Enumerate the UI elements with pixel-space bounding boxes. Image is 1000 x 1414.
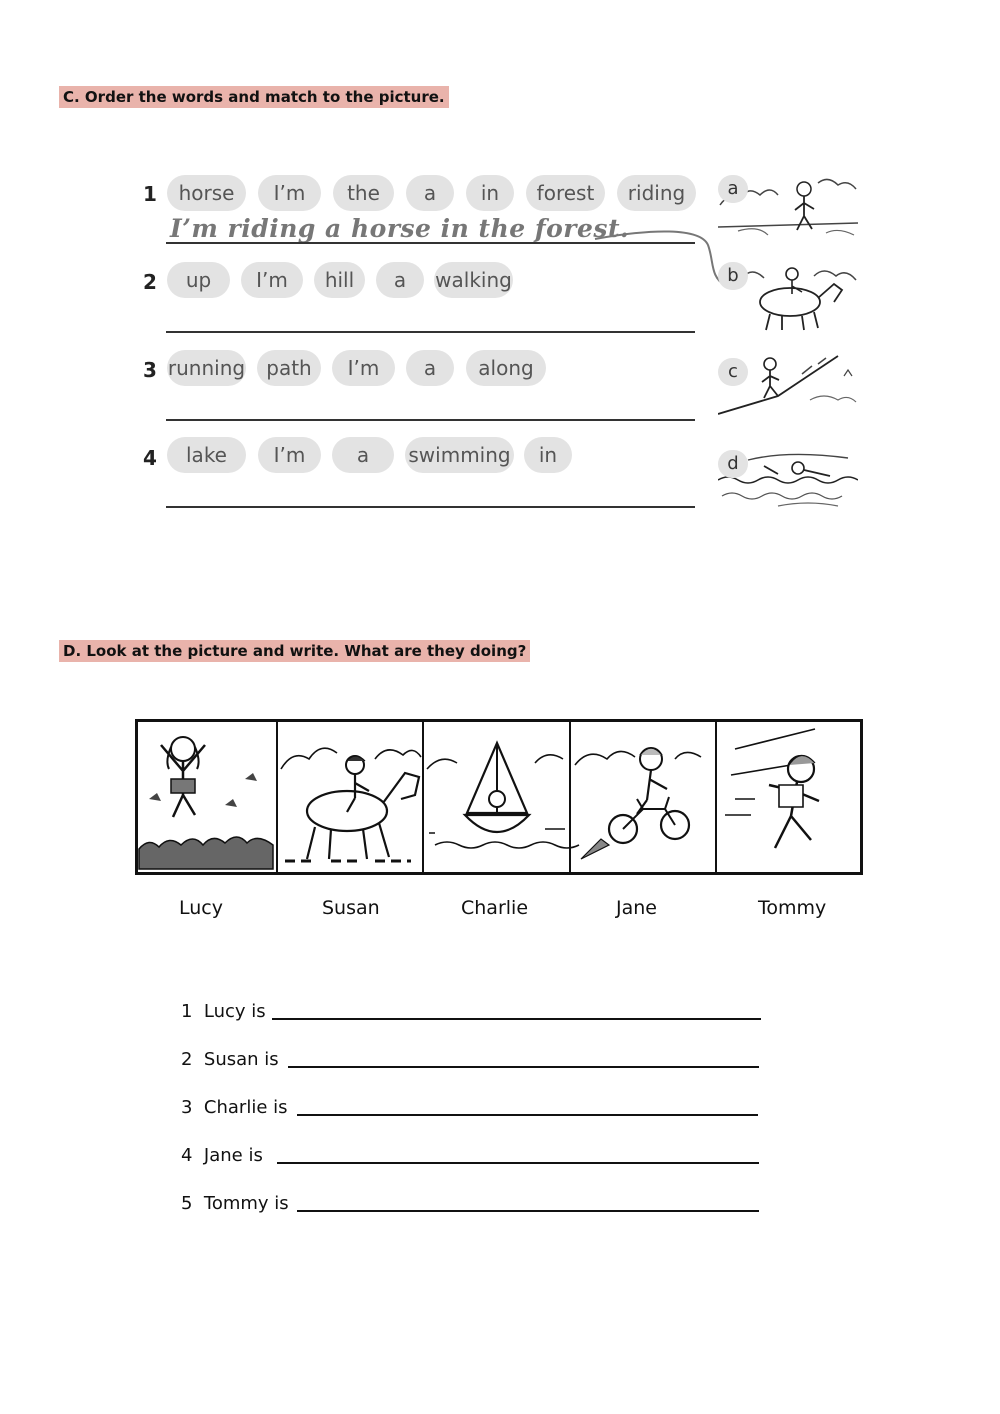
- word-chip[interactable]: a: [332, 437, 394, 473]
- picture-b[interactable]: [718, 262, 858, 332]
- write-line-2[interactable]: [288, 1066, 759, 1068]
- word-chip[interactable]: I’m: [258, 437, 321, 473]
- sentence-row-5: [181, 1193, 289, 1214]
- word-chip[interactable]: a: [406, 175, 454, 211]
- name-label-charlie: Charlie: [461, 897, 529, 919]
- sentence-number: 5: [181, 1193, 193, 1214]
- word-chip[interactable]: I’m: [258, 175, 321, 211]
- sentence-row-1: [181, 1001, 266, 1022]
- example-answer: I’m riding a horse in the forest.: [170, 214, 630, 243]
- word-chip[interactable]: up: [167, 262, 230, 298]
- picture-letter: c: [718, 358, 748, 386]
- word-chip[interactable]: a: [406, 350, 454, 386]
- sentence-start: Tommy is: [203, 1193, 289, 1214]
- word-chip[interactable]: horse: [167, 175, 246, 211]
- word-chip[interactable]: in: [524, 437, 572, 473]
- word-chip[interactable]: walking: [434, 262, 513, 298]
- picture-letter: b: [718, 262, 748, 290]
- picture-c[interactable]: [718, 350, 858, 420]
- write-line-4[interactable]: [277, 1162, 759, 1164]
- picture-d[interactable]: [718, 440, 858, 510]
- picture-letter: d: [718, 450, 748, 478]
- sentence-start: Lucy is: [203, 1001, 266, 1022]
- sentence-number: 4: [181, 1145, 193, 1166]
- word-chip[interactable]: a: [376, 262, 424, 298]
- name-label-jane: Jane: [616, 897, 657, 919]
- sentence-row-3: [181, 1097, 288, 1118]
- sentence-number: 2: [181, 1049, 193, 1070]
- sentence-start: Susan is: [203, 1049, 279, 1070]
- word-chip[interactable]: the: [333, 175, 394, 211]
- write-line-1[interactable]: [272, 1018, 761, 1020]
- word-chip[interactable]: path: [257, 350, 321, 386]
- word-chip[interactable]: forest: [526, 175, 605, 211]
- word-chip[interactable]: in: [466, 175, 514, 211]
- word-chip[interactable]: hill: [314, 262, 365, 298]
- write-line-5[interactable]: [297, 1210, 759, 1212]
- picture-a[interactable]: [718, 175, 858, 245]
- word-chip[interactable]: riding: [617, 175, 696, 211]
- row-number: 1: [143, 182, 157, 206]
- section-c-heading: C. Order the words and match to the picture.: [59, 86, 449, 108]
- sentence-number: 3: [181, 1097, 193, 1118]
- word-chip[interactable]: swimming: [405, 437, 514, 473]
- match-connector-line: [590, 225, 730, 295]
- answer-line-2[interactable]: [166, 331, 695, 333]
- answer-line-4[interactable]: [166, 506, 695, 508]
- sentence-start: Charlie is: [203, 1097, 288, 1118]
- word-chip[interactable]: along: [466, 350, 546, 386]
- sentence-number: 1: [181, 1001, 193, 1022]
- row-number: 2: [143, 270, 157, 294]
- sentence-row-2: [181, 1049, 279, 1070]
- section-d-heading: D. Look at the picture and write. What are they doing?: [59, 640, 530, 662]
- activity-picture-strip: [135, 719, 863, 875]
- answer-line-3[interactable]: [166, 419, 695, 421]
- name-label-tommy: Tommy: [758, 897, 827, 919]
- word-chip[interactable]: lake: [167, 437, 246, 473]
- row-number: 4: [143, 446, 157, 470]
- row-number: 3: [143, 358, 157, 382]
- write-line-3[interactable]: [297, 1114, 758, 1116]
- word-chip[interactable]: I’m: [332, 350, 395, 386]
- word-chip[interactable]: I’m: [241, 262, 303, 298]
- sentence-start: Jane is: [203, 1145, 263, 1166]
- name-label-lucy: Lucy: [179, 897, 223, 919]
- name-label-susan: Susan: [322, 897, 380, 919]
- picture-letter: a: [718, 175, 748, 203]
- sentence-row-4: [181, 1145, 263, 1166]
- word-chip[interactable]: running: [167, 350, 246, 386]
